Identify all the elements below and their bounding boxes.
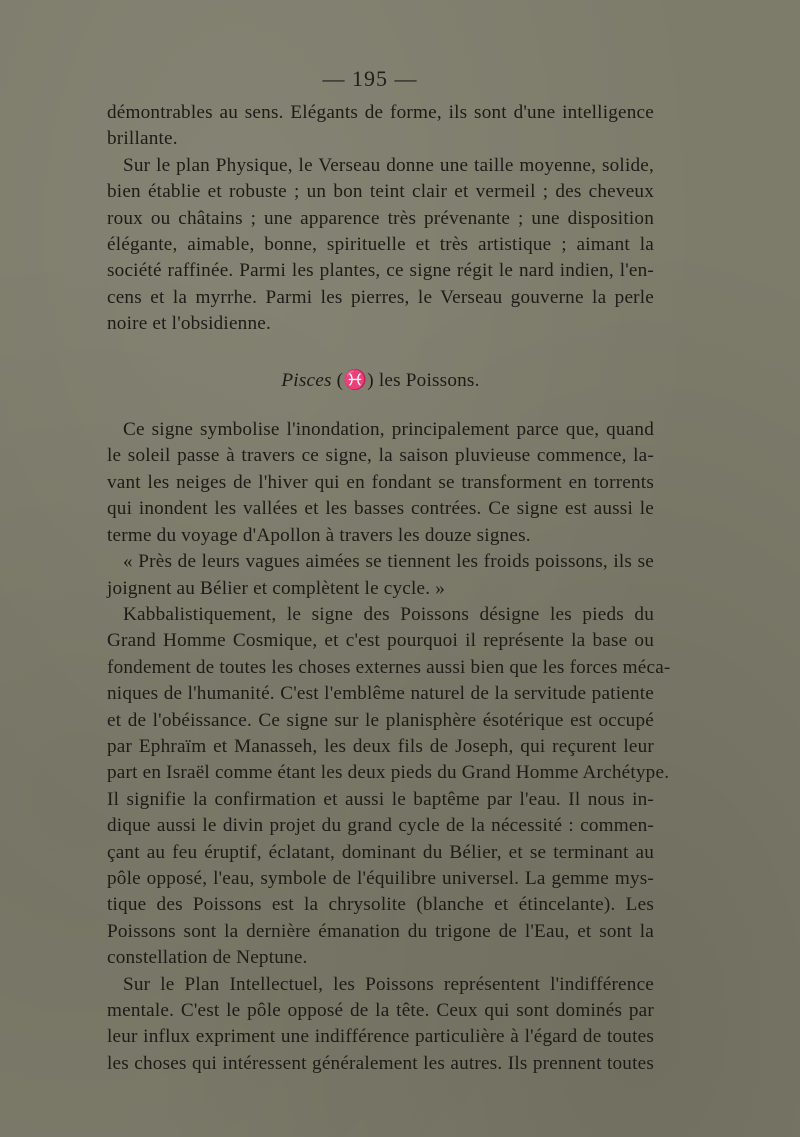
text-line: démontrables au sens. Elégants de forme, ils sont d'une intelligence (107, 102, 654, 123)
text-line: par Ephraïm et Manasseh, les deux fils de Joseph, qui reçurent leur (107, 735, 654, 757)
text-line: Ce signe symbolise l'inondation, principalement parce que, quand (123, 419, 654, 441)
paragraph (107, 549, 654, 602)
paragraph (107, 602, 671, 972)
text-line: brillante. (107, 128, 178, 150)
text-line: Sur le plan Physique, le Verseau donne une taille moyenne, solide, (123, 154, 654, 176)
paragraphs-before-heading (107, 100, 654, 338)
text-line: Il signifie la confirmation et aussi le baptême par l'eau. Il nous in- (107, 788, 654, 810)
paragraph (107, 100, 654, 153)
text-line: vant les neiges de l'hiver qui en fondant se transforment en torrents (107, 471, 654, 493)
text-line: bien établie et robuste ; un bon teint clair et vermeil ; des cheveux (107, 181, 654, 203)
text-line: mentale. C'est le pôle opposé de la tête. Ceux qui sont dominés par (107, 1000, 654, 1021)
page-body (107, 100, 671, 1077)
text-line: le soleil passe à travers ce signe, la saison pluvieuse commence, la- (107, 445, 654, 467)
text-line: qui inondent les vallées et les basses contrées. Ce signe est aussi le (107, 498, 654, 520)
paragraphs-after-heading (107, 417, 671, 1077)
text-line: Kabbalistiquement, le signe des Poissons désigne les pieds du (123, 603, 654, 625)
text-line: et de l'obéissance. Ce signe sur le planisphère ésotérique est occupé (107, 709, 654, 731)
section-heading (107, 368, 654, 394)
text-line: cens et la myrrhe. Parmi les pierres, le Verseau gouverne la perle (107, 286, 654, 308)
text-line: joignent au Bélier et complètent le cycle. » (107, 577, 446, 599)
text-line: Poissons sont la dernière émanation du trigone de l'Eau, et sont la (107, 920, 654, 942)
text-line: çant au feu éruptif, éclatant, dominant du Bélier, et se terminant au (107, 841, 654, 863)
heading-french-name: les Poissons. (378, 369, 480, 391)
paragraph (107, 417, 654, 549)
text-line: élégante, aimable, bonne, spirituelle et très artistique ; aimant la (107, 234, 654, 256)
text-line: pôle opposé, l'eau, symbole de l'équilibre universel. La gemme mys- (107, 867, 654, 889)
text-line: noire et l'obsidienne. (107, 313, 271, 335)
text-line: leur influx expriment une indifférence particulière à l'égard de toutes (107, 1026, 654, 1048)
page-number: — 195 — (322, 66, 418, 91)
text-line: tique des Poissons est la chrysolite (blanche et étincelante). Les (107, 894, 654, 916)
text-line: constellation de Neptune. (107, 947, 308, 969)
text-line: niques de l'humanité. C'est l'emblême naturel de la servitude patiente (107, 683, 654, 705)
text-line: fondement de toutes les choses externes aussi bien que les forces méca- (107, 656, 671, 678)
text-line: terme du voyage d'Apollon à travers les douze signes. (107, 524, 531, 546)
paragraph (107, 972, 654, 1078)
pisces-symbol-icon: (♓) (336, 369, 374, 391)
paragraph (107, 153, 654, 338)
text-line: dique aussi le divin projet du grand cycle de la nécessité : commen- (107, 815, 654, 837)
text-line: les choses qui intéressent généralement les autres. Ils prennent toutes (107, 1052, 654, 1074)
text-line: part en Israël comme étant les deux pieds du Grand Homme Archétype. (107, 762, 670, 784)
text-line: Sur le Plan Intellectuel, les Poissons représentent l'indifférence (123, 973, 654, 995)
heading-latin-name: Pisces (281, 369, 332, 391)
text-line: roux ou châtains ; une apparence très prévenante ; une disposition (107, 207, 654, 229)
text-line: « Près de leurs vagues aimées se tiennent les froids poissons, ils se (123, 551, 654, 573)
text-line: Grand Homme Cosmique, et c'est pourquoi il représente la base ou (107, 630, 654, 652)
text-line: société raffinée. Parmi les plantes, ce signe régit le nard indien, l'en- (107, 260, 654, 282)
